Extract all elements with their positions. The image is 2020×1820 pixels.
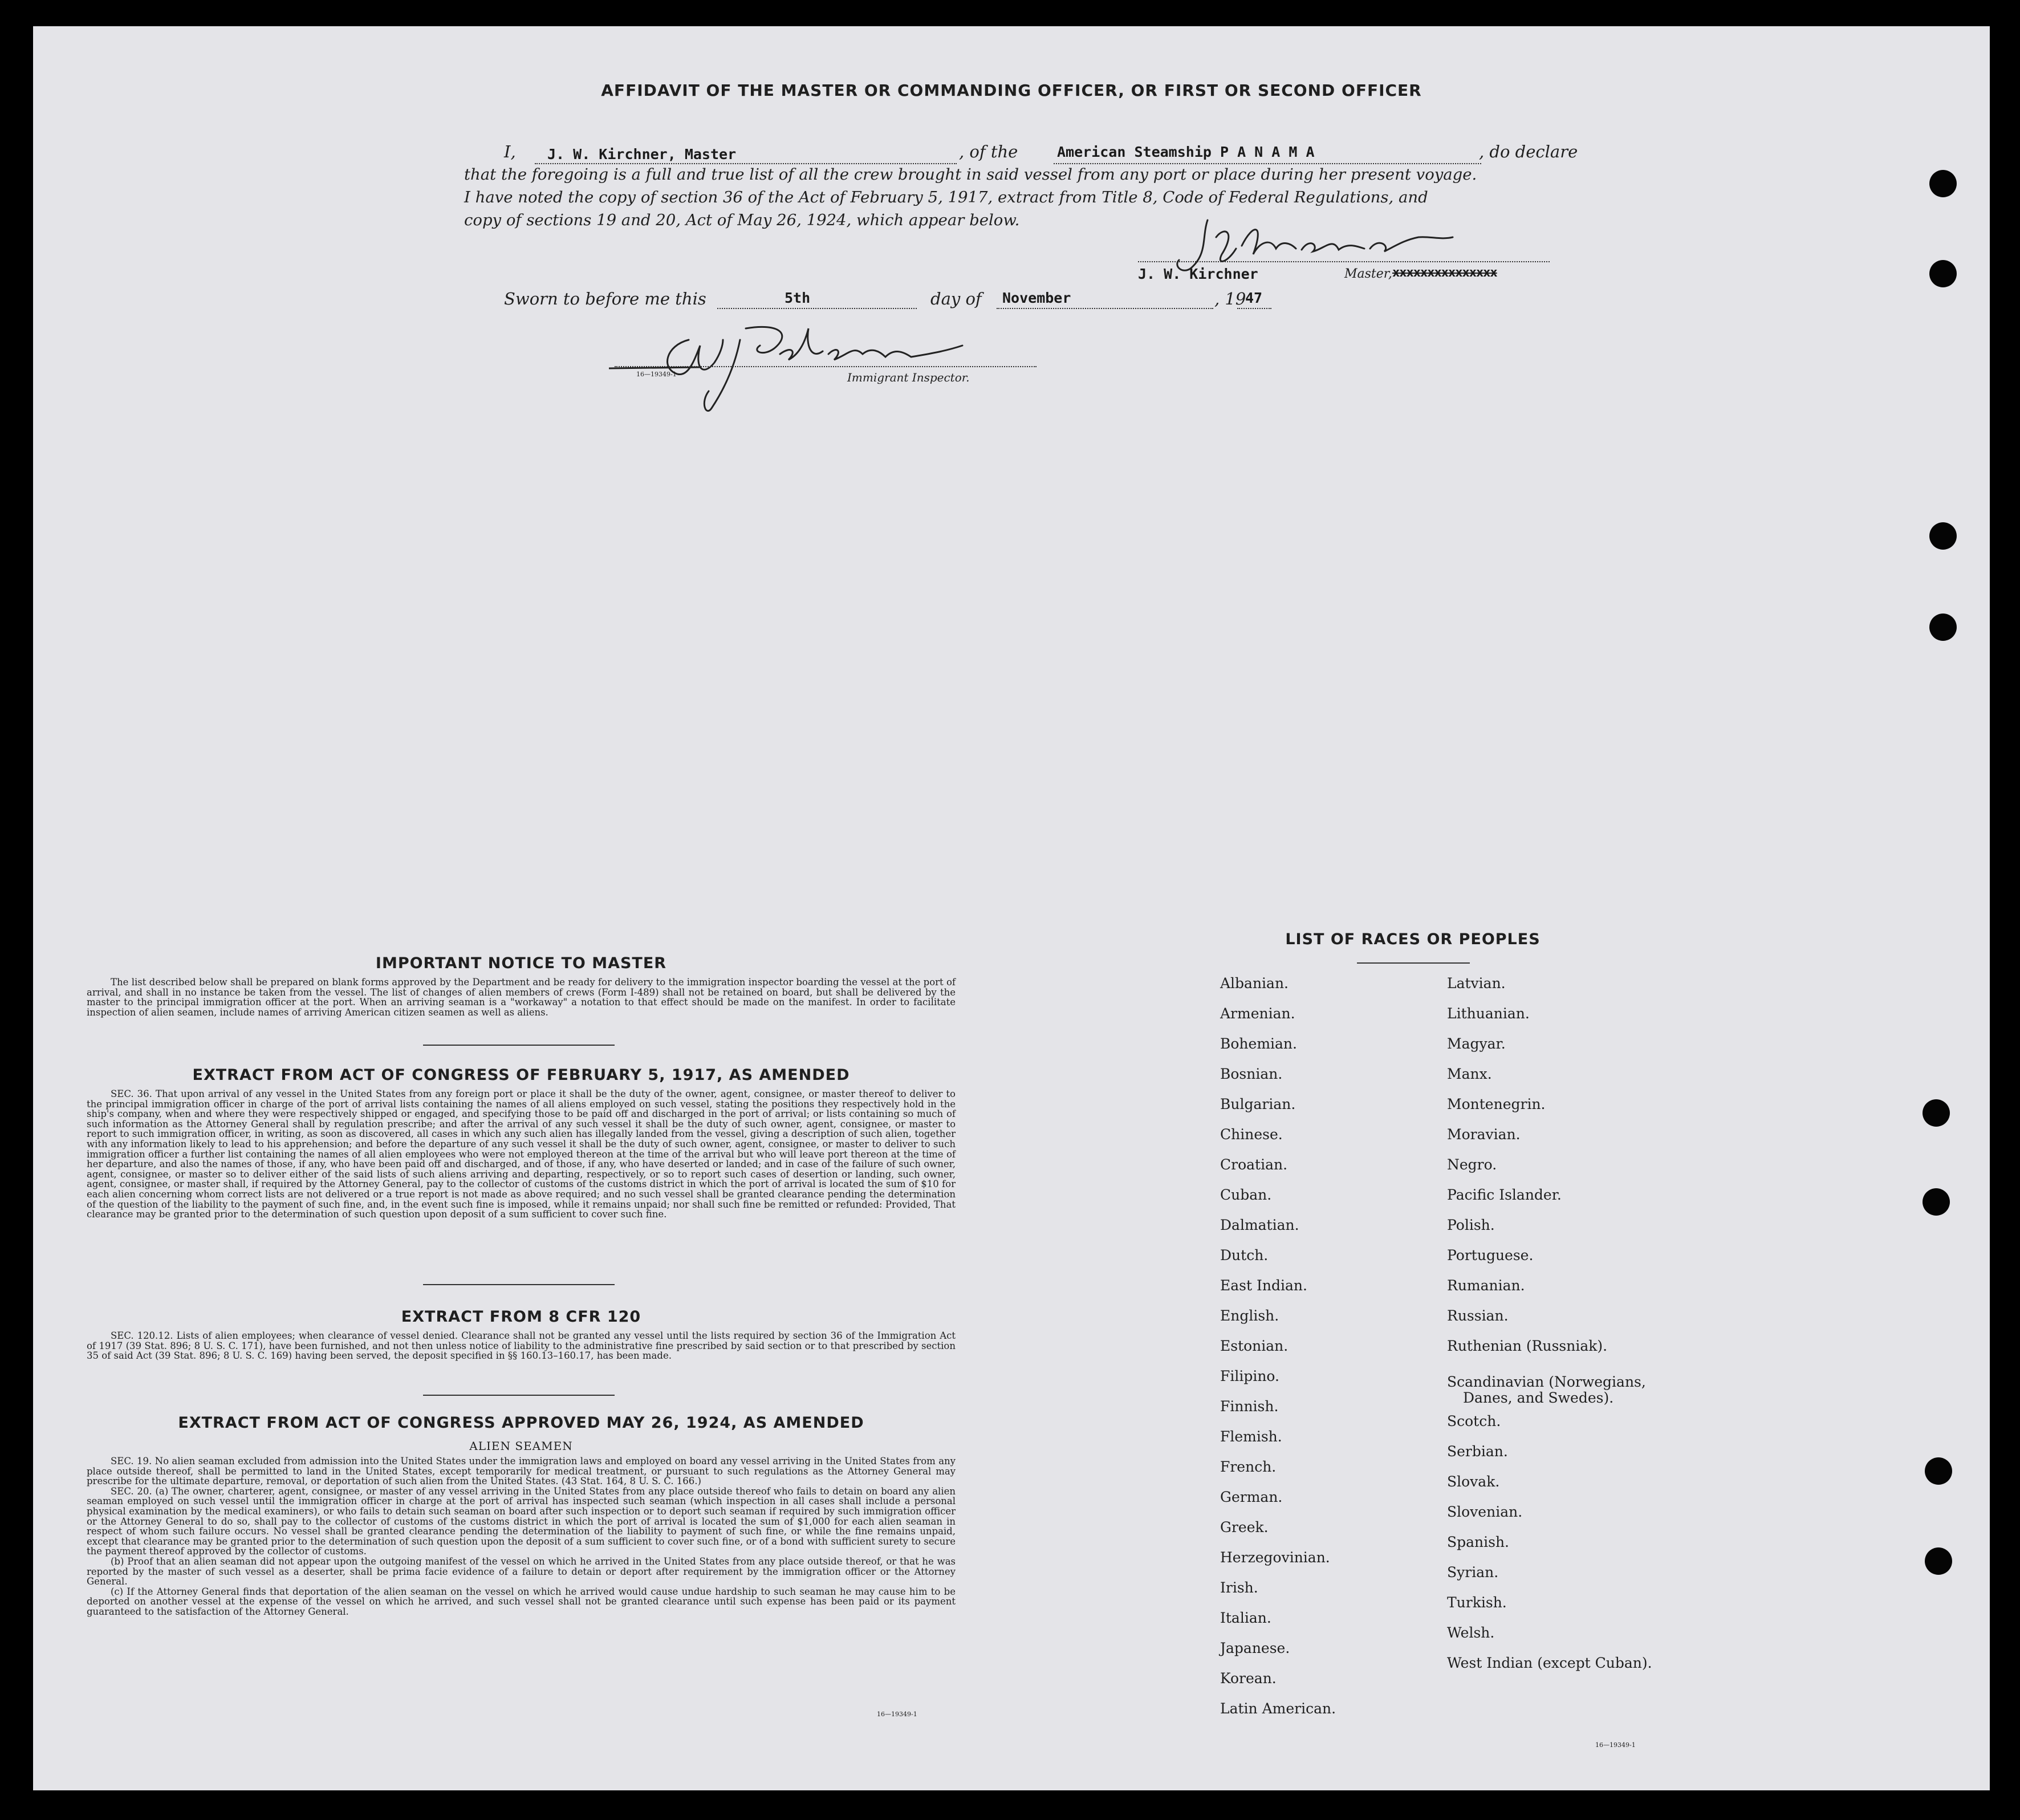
affidavit-form-number: 16—19349-1 [636,371,677,378]
affidavit-line-2: that the foregoing is a full and true list of all the crew brought in said vessel from any port or place during her present voyage. [464,165,1477,184]
sworn-day: 5th [785,290,811,306]
race-item: Chinese. [1220,1126,1283,1143]
race-item: Dalmatian. [1220,1217,1299,1233]
race-item: West Indian (except Cuban). [1447,1655,1652,1671]
punch-hole [1929,522,1957,550]
notice-paragraph: The list described below shall be prepared on blank forms approved by the Department and be ready for delivery to the immigration inspector boarding the vessel at the port of arrival, and shall in no instance be taken from the vessel. The list of changes of alien members of crews (Form I-489) shall not be retained on board, but shall be delivered by the master to the principal immigration officer at the port. When an arriving seaman is a "workaway" a notation to that effect should be made on the manifest. In order to facilitate inspection of alien seamen, include names of arriving American citizen seamen as well as aliens. [87,977,956,1018]
extract-cfr-title: EXTRACT FROM 8 CFR 120 [401,1308,641,1326]
section-20c-paragraph: (c) If the Attorney General finds that deportation of the alien seaman on the vessel on which he arrived would cause undue hardship to such seaman he may cause him to be deported on another vessel at the expense of the vessel on which he arrived, and such vessel shall not be granted clearance until such expense has been paid or its payment guaranteed to the satisfaction of the Attorney General. [87,1586,956,1617]
punch-hole [1925,1547,1952,1575]
affidavit-title: AFFIDAVIT OF THE MASTER OR COMMANDING OFFICER, OR FIRST OR SECOND OFFICER [601,81,1422,100]
punch-hole [1923,1099,1950,1127]
race-item: Dutch. [1220,1247,1269,1264]
section-120-12-paragraph: SEC. 120.12. Lists of alien employees; when clearance of vessel denied. Clearance shall not be granted any vessel until the lists required by section 36 of the Immigration Act of 1917 (39 Stat. 896; 8 U. S. C. 171), have been furnished, and not then unless notice of liability to the administrative fine prescribed by said section or to that prescribed by section 35 of said Act (39 Stat. 896; 8 U. S. C. 169) having been served, the deposit specified in §§ 160.13–160.17, has been made. [87,1330,956,1362]
extract-cfr-body [87,1331,956,1361]
race-item: Syrian. [1447,1564,1499,1581]
race-item: Japanese. [1220,1640,1290,1656]
punch-hole [1923,1188,1950,1216]
sworn-label: Sworn to before me this [504,289,706,308]
master-signature [1168,214,1476,294]
race-item: Manx. [1447,1066,1492,1082]
year-prefix: , 19 [1214,289,1246,308]
race-item: Bulgarian. [1220,1096,1296,1112]
race-item: East Indian. [1220,1277,1307,1294]
race-item: Korean. [1220,1670,1277,1687]
race-item: Danes, and Swedes). [1463,1390,1614,1406]
section-19-paragraph: SEC. 19. No alien seaman excluded from admission into the United States under the immigration laws and employed on board any vessel arriving in the United States from any place outside thereof, shall be permitted to land in the United States, except temporarily for medical treatment, or pursuant to such regulations as the Attorney General may prescribe for the ultimate departure, removal, or deportation of such alien from the United States. (43 Stat. 164, 8 U. S. C. 166.) [87,1456,956,1487]
race-item: Rumanian. [1447,1277,1525,1294]
punch-hole [1929,260,1957,287]
race-item: Slovak. [1447,1473,1500,1490]
race-item: Armenian. [1220,1005,1295,1022]
punch-hole [1929,614,1957,641]
section-20b-paragraph: (b) Proof that an alien seaman did not appear upon the outgoing manifest of the vessel on which he arrived in the United States from any place outside thereof, or that he was reported by the master of such vessel as a deserter, shall be prima facie evidence of a failure to detain or deport after requirement by the immigration officer or the Attorney General. [87,1555,956,1587]
inspector-signature [609,306,974,420]
race-item: Irish. [1220,1579,1258,1596]
race-item: Polish. [1447,1217,1495,1233]
races-form-number: 16—19349-1 [1595,1741,1636,1749]
race-item: Estonian. [1220,1338,1289,1354]
race-item: Moravian. [1447,1126,1521,1143]
race-item: Negro. [1447,1156,1497,1173]
master-label: Master, [1344,267,1392,281]
extract-1924-body [87,1456,956,1617]
scanned-form-page [33,26,1990,1790]
race-item: Filipino. [1220,1368,1279,1384]
section-36-paragraph: SEC. 36. That upon arrival of any vessel in the United States from any foreign port or place it shall be the duty of the owner, agent, consignee, or master thereof to deliver to the principal immigration officer in charge of the port of arrival lists containing the names of all aliens employed on such vessel, stating the positions they respectively hold in the ship's company, when and where they were respectively shipped or engaged, and specifying those to be paid off and discharged in the port of arrival; or lists containing so much of such information as the Attorney General shall by regulation prescribe; and after the arrival of any such vessel it shall be the duty of such owner, agent, consignee, or master to report to such immigration officer, in writing, as soon as discovered, all cases in which any such alien has illegally landed from the vessel, giving a description of such alien, together with any information likely to lead to his apprehension; and before the departure of any such vessel it shall be the duty of such owner, agent, consignee, or master to deliver to such immigration officer a further list containing the names of all alien employees who were not employed thereon at the time of the arrival but who will leave port thereon at the time of her departure, and also the names of those, if any, who have been paid off and discharged, and of those, if any, who have deserted or landed; and in case of the failure of such owner, agent, consignee, or master so to deliver either of the said lists of such aliens arriving and departing, respectively, or so to report such cases of desertion or landing, such owner, agent, consignee, or master shall, if required by the Attorney General, pay to the collector of customs of the customs district in which the port of arrival is located the sum of $10 for each alien concerning whom correct lists are not delivered or a true report is not made as above required; and no such vessel shall be granted clearance pending the determination of the question of the liability to the payment of such fine, and, in the event such fine is imposed, while it remains unpaid; nor shall such fine be remitted or refunded: Provided, That clearance may be granted prior to the determination of such question upon deposit of a sum sufficient to cover such fine. [87,1088,956,1220]
affidavit-line-4: copy of sections 19 and 20, Act of May 26, 1924, which appear below. [464,211,1020,229]
race-item: Slovenian. [1447,1504,1523,1520]
race-item: Flemish. [1220,1428,1282,1445]
punch-hole [1929,170,1957,197]
pronoun-i: I, [504,142,516,161]
race-item: Spanish. [1447,1534,1510,1550]
punch-hole [1925,1457,1952,1485]
race-item: Scotch. [1447,1413,1501,1429]
race-item: French. [1220,1459,1277,1475]
extract-1917-body [87,1089,956,1220]
notice-body [87,977,956,1017]
race-item: Ruthenian (Russniak). [1447,1338,1608,1354]
inspector-signature-line [615,366,1037,367]
signer-typed-name: J. W. Kirchner [1138,266,1258,282]
race-item: Portuguese. [1447,1247,1534,1264]
race-item: German. [1220,1489,1283,1505]
year-line [1237,308,1271,309]
section-divider [423,1045,615,1046]
race-item: Bosnian. [1220,1066,1283,1082]
race-item: Turkish. [1447,1594,1507,1611]
do-declare-label: , do declare [1479,142,1578,161]
of-the-label: , of the [959,142,1018,161]
day-of-label: day of [930,289,982,308]
race-item: Bohemian. [1220,1035,1297,1052]
master-signature-line [1138,261,1550,262]
race-item: Greek. [1220,1519,1269,1535]
race-item: Latin American. [1220,1700,1336,1717]
race-item: Cuban. [1220,1187,1272,1203]
notice-title: IMPORTANT NOTICE TO MASTER [375,954,667,972]
race-item: Albanian. [1220,975,1289,992]
vessel-name: American Steamship P A N A M A [1057,144,1315,160]
declarant-name: J. W. Kirchner, Master [547,146,737,162]
race-item: Croatian. [1220,1156,1288,1173]
extract-1924-title: EXTRACT FROM ACT OF CONGRESS APPROVED MAY 26, 1924, AS AMENDED [178,1414,864,1432]
race-item: Scandinavian (Norwegians, [1447,1374,1646,1390]
race-item: English. [1220,1307,1279,1324]
extract-1917-title: EXTRACT FROM ACT OF CONGRESS OF FEBRUARY 5, 1917, AS AMENDED [192,1066,850,1084]
race-item: Russian. [1447,1307,1509,1324]
race-item: Welsh. [1447,1624,1495,1641]
race-item: Montenegrin. [1447,1096,1546,1112]
races-title: LIST OF RACES OR PEOPLES [1285,931,1541,948]
struck-out-text: xxxxxxxxxxxxxxx [1392,266,1497,280]
section-divider [423,1284,615,1285]
races-title-rule [1357,962,1470,964]
section-20a-paragraph: SEC. 20. (a) The owner, charterer, agent, consignee, or master of any vessel arriving in the United States from any place outside thereof who fails to detain on board any alien seaman employed on such vessel until the immigration officer in charge at the port of arrival has inspected such seaman (which inspection in all cases shall include a personal physical examination by the medical examiners), or who fails to detain such seaman on board after such inspection or to deport such seaman if required by such immigration officer or the Attorney General to do so, shall pay to the collector of customs of the customs district in which the port of arrival is located the sum of $1,000 for each alien seaman in respect of whom such failure occurs. No vessel shall be granted clearance pending the determination of the liability to payment of such fine, or while the fine remains unpaid, except that clearance may be granted prior to the determination of such question upon the deposit of a sum sufficient to cover such fine, or of a bond with sufficient surety to secure the payment thereof approved by the collector of customs. [87,1485,956,1557]
race-item: Finnish. [1220,1398,1279,1415]
section-divider [423,1395,615,1396]
race-item: Serbian. [1447,1443,1508,1460]
sworn-month: November [1002,290,1071,306]
affidavit-line-3: I have noted the copy of section 36 of the Act of February 5, 1917, extract from Title 8, Code of Federal Regulations, and [464,188,1428,206]
month-line [997,308,1213,309]
alien-seamen-subtitle: ALIEN SEAMEN [469,1439,573,1453]
race-item: Magyar. [1447,1035,1506,1052]
race-item: Italian. [1220,1610,1271,1626]
extract-form-number: 16—19349-1 [877,1711,917,1718]
sworn-year: 47 [1245,290,1263,306]
race-item: Latvian. [1447,975,1506,992]
race-item: Pacific Islander. [1447,1187,1562,1203]
inspector-label: Immigrant Inspector. [847,371,970,384]
race-item: Herzegovinian. [1220,1549,1330,1566]
race-item: Lithuanian. [1447,1005,1530,1022]
